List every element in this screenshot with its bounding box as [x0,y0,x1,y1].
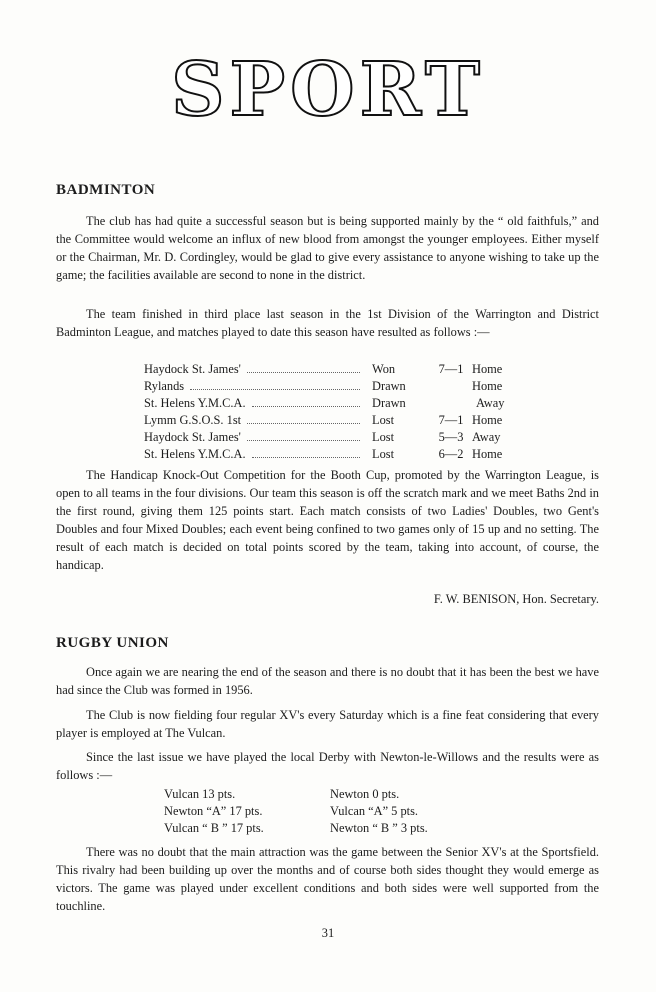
venue: Home [472,413,503,427]
venue: Home [472,362,503,376]
venue: Away [476,396,505,410]
venue: Home [472,379,503,393]
dotted-leader [252,406,360,407]
rugby-results-table [164,786,428,837]
rugby-paragraph-1: Once again we are nearing the end of the season and there is no doubt that it has been the best we have had since the Club was formed in 1956. [56,665,599,697]
badminton-paragraph-2: The team finished in third place last season in the 1st Division of the Warrington and District Badminton League, and matches played to date this season have resulted as follows :— [56,307,599,339]
result: Drawn [372,396,406,410]
rugby-paragraph-4: There was no doubt that the main attraction was the game between the Senior XV's at the Sportsfield. This rivalry had been building up over the months and of course both sides thought they would emerge as victors. The game was played under excellent conditions and both sides were well supported from the touchline. [56,845,599,913]
team-name: Lymm G.S.O.S. 1st [144,413,242,427]
table-row [144,361,522,378]
home-result: Vulcan 13 pts. [164,787,236,801]
dotted-leader [252,457,360,458]
score: 7—1 [438,362,464,376]
away-result: Newton 0 pts. [330,787,400,801]
result: Lost [372,447,395,461]
team-name: Rylands [144,379,185,393]
dotted-leader [247,372,360,373]
rugby-heading: RUGBY UNION [56,635,169,651]
page-title: SPORT [171,47,485,133]
page-number: 31 [321,926,335,940]
badminton-heading: BADMINTON [56,182,156,198]
score: 5—3 [438,430,464,444]
badminton-paragraph-3: The Handicap Knock-Out Competition for the Booth Cup, promoted by the Warrington League, is open to all teams in the four divisions. Our team this season is off the scratch mark and we meet Baths 2nd in the first round, giving them 125 points start. Each match consists of two Ladies' Doubles, two Gent's Doubles and four Mixed Doubles; each event being confined to two games only of 15 up and no setting. The result of each match is decided on total points scored by the team, taking into account, of course, the handicap. [56,468,599,572]
score: 6—2 [438,447,464,461]
dotted-leader [247,423,360,424]
score [430,378,472,395]
dotted-leader [247,440,360,441]
away-result: Vulcan “A” 5 pts. [330,804,419,818]
venue: Away [472,430,501,444]
home-result: Newton “A” 17 pts. [164,804,263,818]
dotted-leader [190,389,360,390]
table-row [164,803,428,820]
badminton-paragraph-1: The club has had quite a successful season but is being supported mainly by the “ old faithfuls,” and the Committee would welcome an influx of new blood from amongst the younger employees. Either myself or the Chairman, Mr. D. Cordingley, would be glad to give every assistance to anyone wishing to take up the game; the facilities available are second to none in the district. [56,214,599,282]
table-row [144,395,522,412]
rugby-paragraph-2: The Club is now fielding four regular XV's every Saturday which is a fine feat considering that every player is employed at The Vulcan. [56,708,599,740]
badminton-signature: F. W. BENISON, Hon. Secretary. [433,592,599,606]
score: 7—1 [438,413,464,427]
team-name: St. Helens Y.M.C.A. [144,447,246,461]
score [430,395,472,412]
table-row [144,412,522,429]
badminton-results-table [144,361,522,463]
team-name: Haydock St. James' [144,362,241,376]
result: Drawn [372,379,406,393]
rugby-paragraph-3: Since the last issue we have played the local Derby with Newton-le-Willows and the results were as follows :— [56,750,599,782]
team-name: St. Helens Y.M.C.A. [144,396,246,410]
venue: Home [472,447,503,461]
table-row [144,446,522,463]
table-row [144,429,522,446]
away-result: Newton “ B ” 3 pts. [330,821,428,835]
result: Won [372,362,396,376]
home-result: Vulcan “ B ” 17 pts. [164,821,264,835]
table-row [164,820,428,837]
table-row [144,378,522,395]
result: Lost [372,413,395,427]
team-name: Haydock St. James' [144,430,241,444]
table-row [164,786,428,803]
result: Lost [372,430,395,444]
